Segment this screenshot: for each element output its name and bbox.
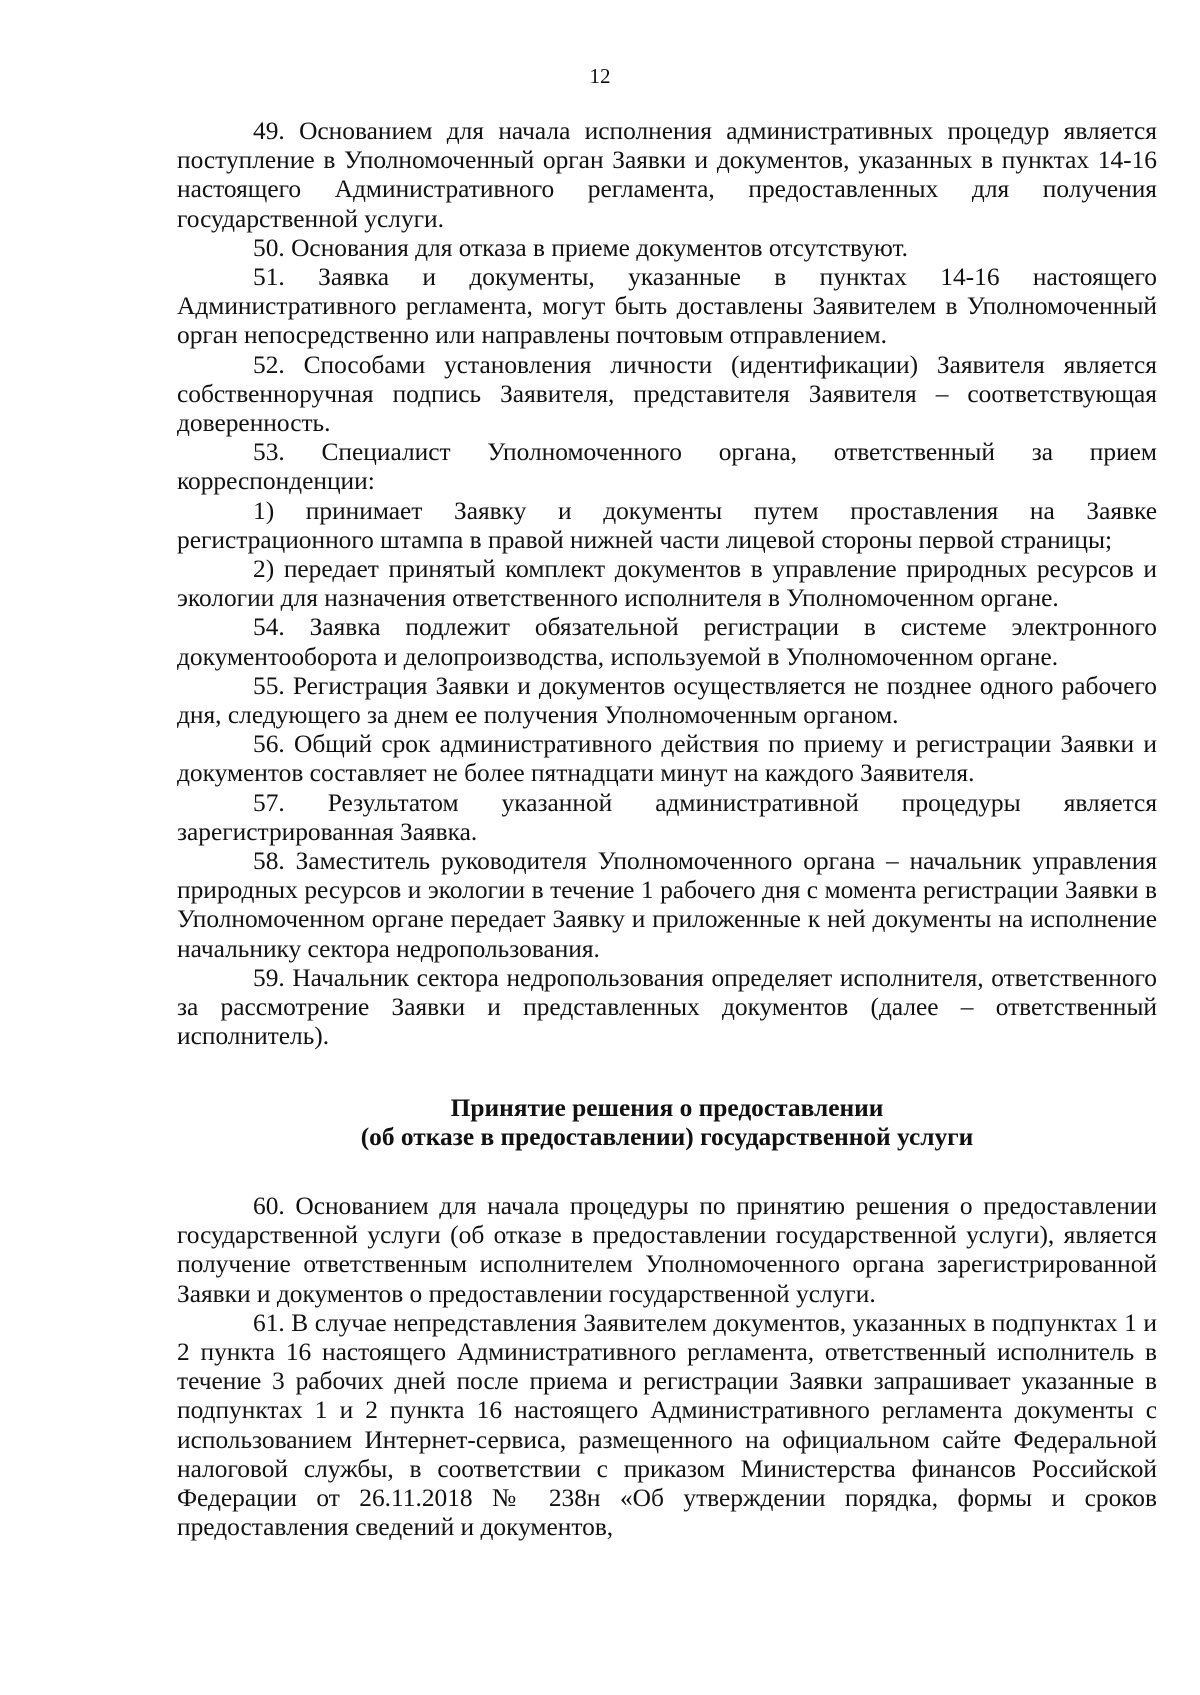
paragraph-58: 58. Заместитель руководителя Уполномоченного органа – начальник управления природных ресурсов и экологии в течение 1 рабочего дня с момента регистрации Заявки в Уполномоченном органе передает Заявку и приложенные к ней документы на исполнение начальнику сектора недропользования. — [177, 847, 1157, 963]
paragraph-50: 50. Основания для отказа в приеме документов отсутствуют. — [253, 233, 909, 262]
section-heading-line-2: (об отказе в предоставлении) государственной услуги — [360, 1122, 974, 1151]
paragraph-57: 57. Результатом указанной административной процедуры является зарегистрированная Заявка. — [177, 788, 1157, 846]
paragraph-53-item-1: 1) принимает Заявку и документы путем проставления на Заявке регистрационного штампа в правой нижней части лицевой стороны первой страницы; — [177, 496, 1157, 554]
paragraph-49: 49. Основанием для начала исполнения административных процедур является поступление в Уполномоченный орган Заявки и документов, указанных в пунктах 14-16 настоящего Административного регламента, предоставленных для получения государственной услуги. — [177, 117, 1157, 233]
paragraph-51: 51. Заявка и документы, указанные в пунктах 14-16 настоящего Административного регламента, могут быть доставлены Заявителем в Уполномоченный орган непосредственно или направлены почтовым отправлением. — [177, 263, 1157, 350]
paragraph-56: 56. Общий срок административного действия по приему и регистрации Заявки и документов составляет не более пятнадцати минут на каждого Заявителя. — [177, 730, 1157, 788]
paragraph-54: 54. Заявка подлежит обязательной регистрации в системе электронного документооборота и делопроизводства, используемой в Уполномоченном органе. — [177, 613, 1157, 671]
paragraph-53-item-2: 2) передает принятый комплект документов в управление природных ресурсов и экологии для назначения ответственного исполнителя в Уполномоченном органе. — [177, 555, 1157, 613]
paragraph-55: 55. Регистрация Заявки и документов осуществляется не позднее одного рабочего дня, следующего за днем ее получения Уполномоченным органом. — [177, 671, 1157, 730]
section-heading — [177, 1094, 1157, 1152]
page-number: 12 — [589, 64, 611, 88]
paragraph-52: 52. Способами установления личности (идентификации) Заявителя является собственноручная подпись Заявителя, представителя Заявителя – соответствующая доверенность. — [177, 350, 1157, 438]
paragraph-59: 59. Начальник сектора недропользования определяет исполнителя, ответственного за рассмотрение Заявки и представленных документов (далее – ответственный исполнитель). — [177, 963, 1157, 1051]
document-body — [177, 117, 1157, 1542]
paragraph-60: 60. Основанием для начала процедуры по принятию решения о предоставлении государственной услуги (об отказе в предоставлении государственной услуги), является получение ответственным исполнителем Уполномоченного органа зарегистрированной Заявки и документов о предоставлении государственной услуги. — [177, 1191, 1157, 1308]
paragraph-53: 53. Специалист Уполномоченного органа, ответственный за прием корреспонденции: — [177, 438, 1157, 496]
section-heading-line-1: Принятие решения о предоставлении — [450, 1093, 884, 1122]
paragraph-61: 61. В случае непредставления Заявителем документов, указанных в подпунктах 1 и 2 пункта 16 настоящего Административного регламента, ответственный исполнитель в течение 3 рабочих дней после приема и регистрации Заявки запрашивает указанные в подпунктах 1 и 2 пункта 16 настоящего Административного регламента документы с использованием Интернет-сервиса, размещенного на официальном сайте Федеральной налоговой службы, в соответствии с приказом Министерства финансов Российской Федерации от 26.11.2018 № 238н «Об утверждении порядка, формы и сроков предоставления сведений и документов, — [177, 1308, 1157, 1542]
